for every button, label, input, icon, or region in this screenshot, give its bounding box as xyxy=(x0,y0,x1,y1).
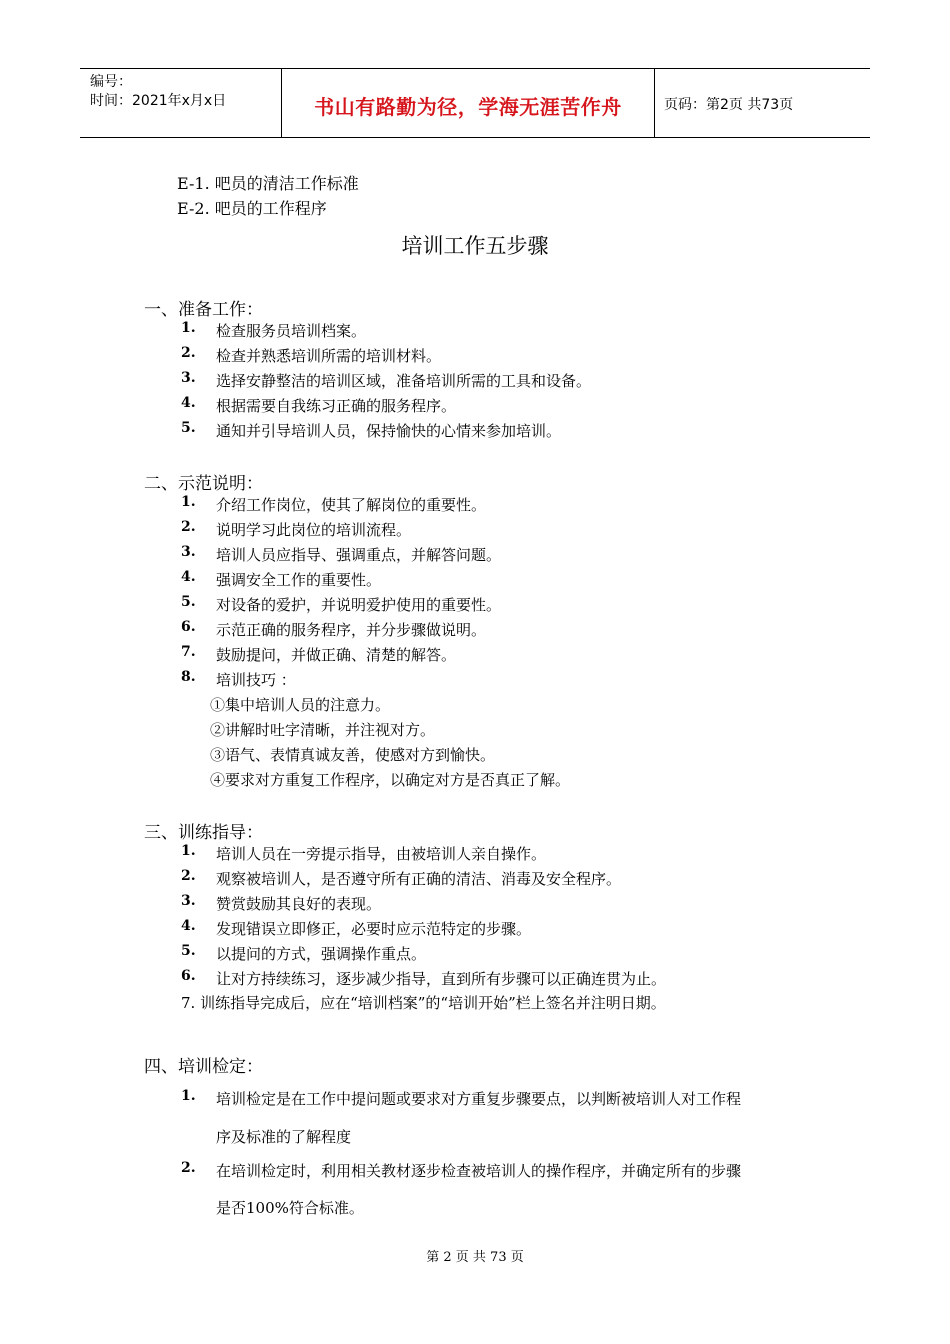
item-text: 检查服务员培训档案。 xyxy=(216,322,367,340)
item-number: 1. xyxy=(181,494,196,510)
item-number: 4. xyxy=(181,918,196,934)
tip-item: ②讲解时吐字清晰，并注视对方。 xyxy=(210,721,436,739)
item-number: 2. xyxy=(181,519,196,535)
item-number: 3. xyxy=(181,544,196,560)
item-number: 6. xyxy=(181,968,196,984)
page-title: 培训工作五步骤 xyxy=(401,234,549,258)
item-number: 6. xyxy=(181,619,196,635)
item-text: 发现错误立即修正，必要时应示范特定的步骤。 xyxy=(216,920,532,938)
number-label: 编号： xyxy=(90,74,132,90)
item-text: 在培训检定时，利用相关教材逐步检查被培训人的操作程序，并确定所有的步骤 xyxy=(216,1162,742,1180)
tip-item: ④要求对方重复工作程序，以确定对方是否真正了解。 xyxy=(210,771,571,789)
item-text: 培训人员应指导、强调重点，并解答问题。 xyxy=(216,546,502,564)
item-text: 示范正确的服务程序，并分步骤做说明。 xyxy=(216,621,487,639)
item-number: 3. xyxy=(181,893,196,909)
item-number: 1. xyxy=(181,1088,196,1104)
toc-line-e1: E-1. 吧员的清洁工作标准 xyxy=(177,174,359,193)
tip-item: ③语气、表情真诚友善，使感对方到愉快。 xyxy=(210,746,496,764)
item-text: 培训检定是在工作中提问题或要求对方重复步骤要点，以判断被培训人对工作程 xyxy=(216,1090,742,1108)
item-number: 5. xyxy=(181,594,196,610)
section-heading-3: 三、训练指导： xyxy=(144,823,263,843)
item-continuation: 序及标准的了解程度 xyxy=(216,1128,352,1146)
tip-item: ①集中培训人员的注意力。 xyxy=(210,696,391,714)
item-text: 强调安全工作的重要性。 xyxy=(216,571,382,589)
item-text: 通知并引导培训人员，保持愉快的心情来参加培训。 xyxy=(216,422,562,440)
item-text: 观察被培训人，是否遵守所有正确的清洁、消毒及安全程序。 xyxy=(216,870,622,888)
item-number: 7. xyxy=(181,644,196,660)
item-text: 赞赏鼓励其良好的表现。 xyxy=(216,895,382,913)
header-page-cell xyxy=(654,69,870,137)
item-text: 鼓励提问，并做正确、清楚的解答。 xyxy=(216,646,457,664)
item-number: 2. xyxy=(181,1160,196,1176)
list-item-7: 7. 训练指导完成后，应在“培训档案”的“培训开始”栏上签名并注明日期。 xyxy=(181,994,666,1012)
toc-line-e2: E-2. 吧员的工作程序 xyxy=(177,199,327,218)
item-number: 4. xyxy=(181,569,196,585)
page-header xyxy=(80,68,870,138)
item-number: 8. xyxy=(181,669,196,685)
item-text: 根据需要自我练习正确的服务程序。 xyxy=(216,397,457,415)
item-text: 选择安静整洁的培训区域，准备培训所需的工具和设备。 xyxy=(216,372,592,390)
header-meta-cell xyxy=(80,69,280,137)
section-heading-2: 二、示范说明： xyxy=(144,474,263,494)
item-text: 培训技巧 ： xyxy=(216,671,296,689)
item-text: 说明学习此岗位的培训流程。 xyxy=(216,521,412,539)
date-label: 时间：2021年x月x日 xyxy=(90,93,227,109)
item-number: 2. xyxy=(181,868,196,884)
item-number: 3. xyxy=(181,370,196,386)
item-number: 1. xyxy=(181,843,196,859)
item-number: 5. xyxy=(181,420,196,436)
item-number: 5. xyxy=(181,943,196,959)
page-footer: 第 2 页 共 73 页 xyxy=(426,1250,524,1265)
section-heading-4: 四、培训检定： xyxy=(144,1057,263,1077)
item-text: 介绍工作岗位，使其了解岗位的重要性。 xyxy=(216,496,487,514)
item-continuation: 是否100%符合标准。 xyxy=(216,1199,364,1217)
item-text: 培训人员在一旁提示指导，由被培训人亲自操作。 xyxy=(216,845,547,863)
page-indicator: 页码：第2页 共73页 xyxy=(664,97,794,113)
section-heading-1: 一、准备工作： xyxy=(144,300,263,320)
item-number: 2. xyxy=(181,345,196,361)
motto: 书山有路勤为径，学海无涯苦作舟 xyxy=(314,95,622,119)
item-text: 检查并熟悉培训所需的培训材料。 xyxy=(216,347,442,365)
item-number: 1. xyxy=(181,320,196,336)
item-number: 4. xyxy=(181,395,196,411)
item-text: 以提问的方式，强调操作重点。 xyxy=(216,945,427,963)
item-text: 让对方持续练习，逐步减少指导，直到所有步骤可以正确连贯为止。 xyxy=(216,970,667,988)
header-motto-cell xyxy=(281,69,655,137)
item-text: 对设备的爱护，并说明爱护使用的重要性。 xyxy=(216,596,502,614)
